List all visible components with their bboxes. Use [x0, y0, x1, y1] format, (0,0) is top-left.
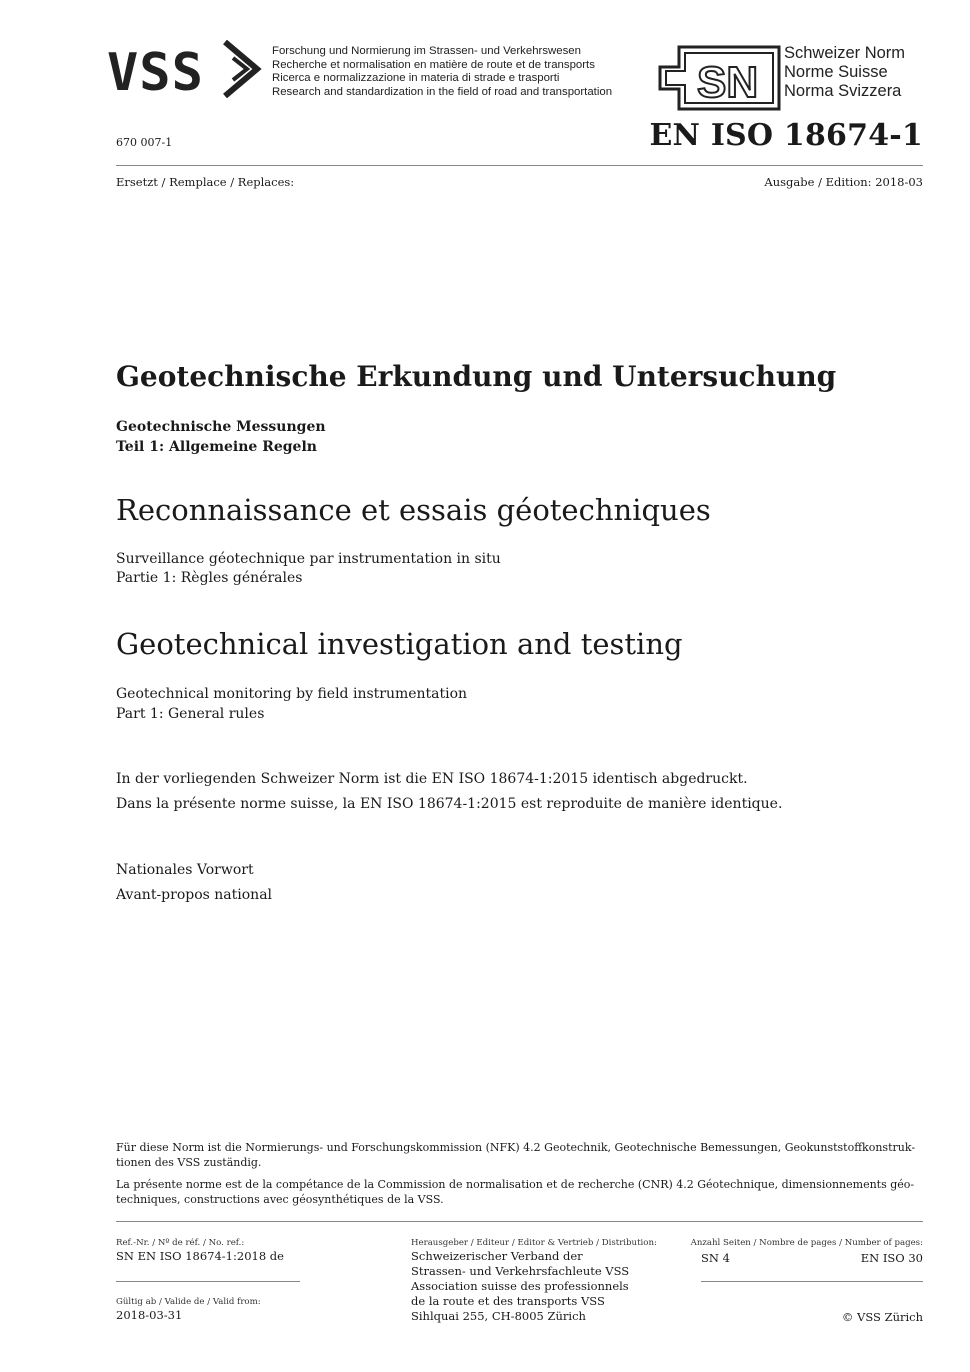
note-fr: La présente norme est de la compétance de la Commission de normalisation et de recherche (CNR) 4.2 Géotechnique, dimensionnements géotechniques, constructions avec géosynthétiques de la VSS. [116, 1178, 915, 1206]
subtitle-de-line2: Teil 1: Allgemeine Regeln [116, 439, 317, 455]
ref-label: Ref.-Nr. / Nº de réf. / No. ref.: [116, 1238, 245, 1248]
tagline-en: Research and standardization in the field of road and transportation [272, 85, 613, 98]
pages-label: Anzahl Seiten / Nombre de pages / Number of pages: [690, 1238, 923, 1248]
edition-label: Ausgabe / Edition: 2018-03 [764, 175, 923, 189]
vss-logo [107, 40, 265, 98]
identity-de: In der vorliegenden Schweizer Norm ist die EN ISO 18674-1:2015 identisch abgedruckt. [116, 771, 748, 787]
valid-value: 2018-03-31 [116, 1308, 183, 1322]
subtitle-en [116, 684, 467, 724]
publisher-line: Schweizerischer Verband der [411, 1249, 583, 1263]
tagline-de: Forschung und Normierung im Strassen- und Verkehrswesen [272, 45, 581, 57]
subtitle-en-line1: Geotechnical monitoring by field instrumentation [116, 686, 468, 702]
standard-id: EN ISO 18674-1 [649, 118, 923, 153]
tagline-it: Ricerca e normalizzazione in materia di strade e trasporti [272, 72, 560, 84]
publisher-line: Sihlquai 255, CH-8005 Zürich [411, 1309, 586, 1323]
title-fr: Reconnaissance et essais géotechniques [116, 493, 711, 527]
sn-name-fr: Norme Suisse [784, 63, 888, 81]
subtitle-fr-line2: Partie 1: Règles générales [116, 570, 303, 586]
subtitle-fr-line1: Surveillance géotechnique par instrumentation in situ [116, 551, 501, 567]
pages-values [701, 1251, 923, 1266]
title-en: Geotechnical investigation and testing [116, 627, 683, 661]
subtitle-de [116, 417, 326, 457]
identity-fr: Dans la présente norme suisse, la EN ISO 18674-1:2015 est reproduite de manière identique. [116, 796, 783, 812]
reference-divider [116, 1281, 300, 1282]
ref-value: SN EN ISO 18674-1:2018 de [116, 1249, 284, 1263]
national-foreword [116, 858, 272, 908]
sn-names [784, 44, 905, 101]
publisher-block [411, 1238, 661, 1324]
vorwort-fr: Avant-propos national [116, 887, 273, 903]
pages-divider [701, 1281, 923, 1282]
reference-block [116, 1238, 301, 1264]
vorwort-de: Nationales Vorwort [116, 862, 254, 878]
header-divider [116, 165, 923, 166]
sn-name-de: Schweizer Norm [784, 44, 906, 62]
publisher-line: Association suisse des professionnels [411, 1279, 629, 1293]
subtitle-fr [116, 550, 501, 588]
svg-text:VSS: VSS [107, 43, 204, 98]
valid-from-block [116, 1297, 261, 1323]
replaces-label: Ersetzt / Remplace / Replaces: [116, 175, 295, 189]
publisher-line: de la route et des transports VSS [411, 1294, 605, 1308]
identity-statement [116, 767, 782, 817]
pages-en: EN ISO 30 [860, 1251, 923, 1265]
title-de: Geotechnische Erkundung und Untersuchung [116, 360, 837, 393]
note-de: Für diese Norm ist die Normierungs- und Forschungskommission (NFK) 4.2 Geotechnik, Geotechnische Bemessungen, Geokunststoffkonstruktionen des VSS zuständig. [116, 1141, 916, 1169]
svg-text:SN: SN [697, 58, 759, 107]
vss-taglines [272, 45, 612, 99]
publisher-line: Strassen- und Verkehrsfachleute VSS [411, 1264, 630, 1278]
committee-notes [116, 1140, 924, 1214]
pages-sn: SN 4 [701, 1251, 730, 1265]
subtitle-en-line2: Part 1: General rules [116, 706, 265, 722]
footer-divider [116, 1221, 923, 1222]
doc-number: 670 007-1 [116, 136, 173, 149]
valid-label: Gültig ab / Valide de / Valid from: [116, 1297, 261, 1307]
sn-name-it: Norma Svizzera [784, 82, 902, 100]
copyright: © VSS Zürich [841, 1310, 923, 1324]
subtitle-de-line1: Geotechnische Messungen [116, 419, 326, 435]
tagline-fr: Recherche et normalisation en matière de route et de transports [272, 58, 595, 71]
sn-logo [657, 44, 781, 112]
publisher-label: Herausgeber / Editeur / Editor & Vertrieb / Distribution: [411, 1238, 657, 1248]
